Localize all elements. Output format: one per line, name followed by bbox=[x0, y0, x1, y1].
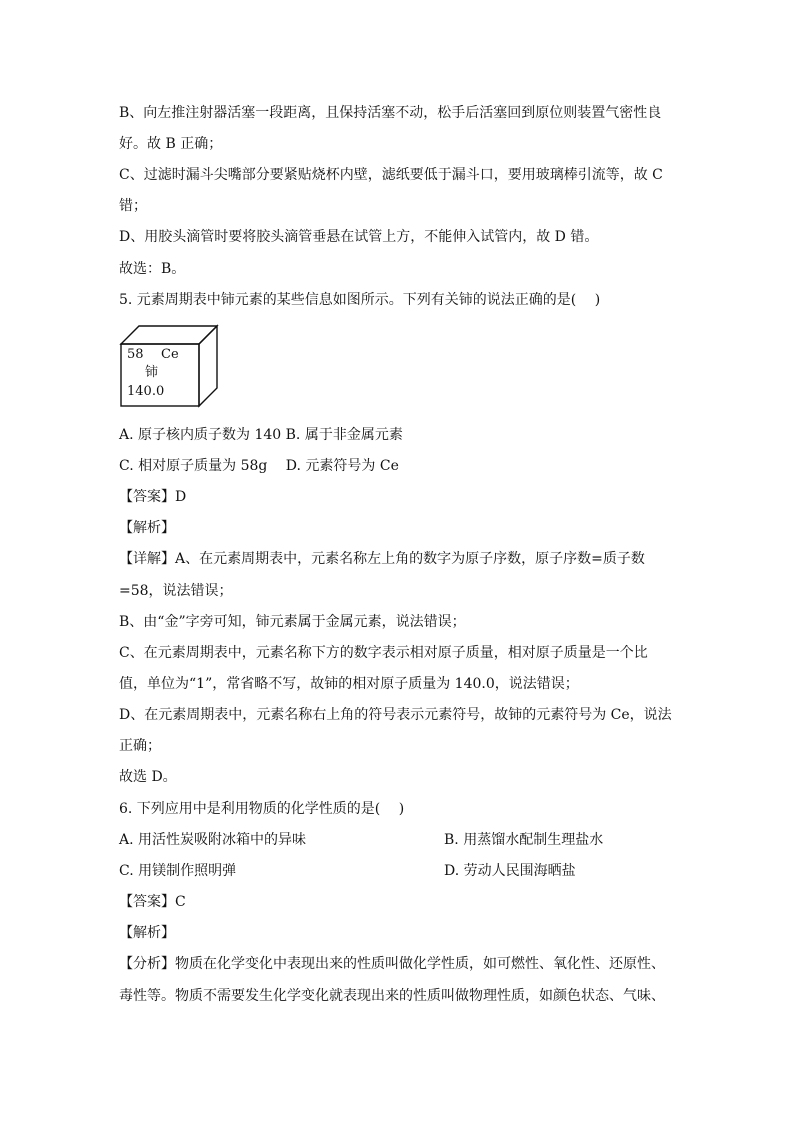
text-line: 正确； bbox=[119, 738, 161, 754]
question-6-option-a: A. 用活性炭吸附冰箱中的异味 bbox=[119, 832, 307, 848]
text-line: 故选 D。 bbox=[119, 769, 177, 785]
element-name: 铈 bbox=[145, 365, 159, 380]
question-5-options-cd: C. 相对原子质量为 58g D. 元素符号为 Ce bbox=[119, 458, 399, 474]
text-line: 值，单位为“1”，常省略不写，故铈的相对原子质量为 140.0，说法错误； bbox=[119, 676, 579, 692]
text-line: 错； bbox=[119, 198, 147, 214]
atomic-number: 58 bbox=[127, 347, 144, 362]
text-line: B、由“金”字旁可知，铈元素属于金属元素，说法错误； bbox=[119, 614, 466, 630]
text-line: B、向左推注射器活塞一段距离，且保持活塞不动，松手后活塞回到原位则装置气密性良 bbox=[119, 105, 662, 121]
text-line: C、过滤时漏斗尖嘴部分要紧贴烧杯内壁，滤纸要低于漏斗口，要用玻璃棒引流等，故 C bbox=[119, 167, 663, 183]
question-6-answer: 【答案】C bbox=[119, 894, 186, 910]
element-symbol: Ce bbox=[161, 347, 179, 362]
question-6-option-d: D. 劳动人民围海晒盐 bbox=[444, 863, 576, 879]
text-line: =58，说法错误； bbox=[119, 583, 233, 599]
question-5-stem: 5. 元素周期表中铈元素的某些信息如图所示。下列有关铈的说法正确的是( ) bbox=[119, 292, 601, 308]
question-6-option-c: C. 用镁制作照明弹 bbox=[119, 863, 237, 879]
question-6-option-b: B. 用蒸馏水配制生理盐水 bbox=[444, 832, 604, 848]
text-line: D、用胶头滴管时要将胶头滴管垂悬在试管上方，不能伸入试管内，故 D 错。 bbox=[119, 229, 599, 245]
text-line: 毒性等。物质不需要发生化学变化就表现出来的性质叫做物理性质，如颜色状态、气味、 bbox=[119, 988, 665, 1004]
question-5-answer: 【答案】D bbox=[119, 489, 187, 505]
question-6-analysis-heading: 【解析】 bbox=[119, 925, 175, 941]
text-line: C、在元素周期表中，元素名称下方的数字表示相对原子质量，相对原子质量是一个比 bbox=[119, 645, 648, 661]
atomic-mass: 140.0 bbox=[127, 384, 165, 399]
text-line: 故选：B。 bbox=[119, 261, 186, 277]
question-5-options-ab: A. 原子核内质子数为 140 B. 属于非金属元素 bbox=[119, 427, 403, 443]
text-line: D、在元素周期表中，元素名称右上角的符号表示元素符号，故铈的元素符号为 Ce，说法 bbox=[119, 707, 672, 723]
text-line: 【详解】A、在元素周期表中，元素名称左上角的数字为原子序数，原子序数=质子数 bbox=[119, 551, 645, 567]
question-5-analysis-heading: 【解析】 bbox=[119, 520, 175, 536]
question-6-stem: 6. 下列应用中是利用物质的化学性质的是( ) bbox=[119, 801, 405, 817]
text-line: 【分析】物质在化学变化中表现出来的性质叫做化学性质，如可燃性、氧化性、还原性、 bbox=[119, 956, 665, 972]
periodic-table-cell-figure bbox=[119, 322, 219, 410]
text-line: 好。故 B 正确； bbox=[119, 136, 223, 152]
